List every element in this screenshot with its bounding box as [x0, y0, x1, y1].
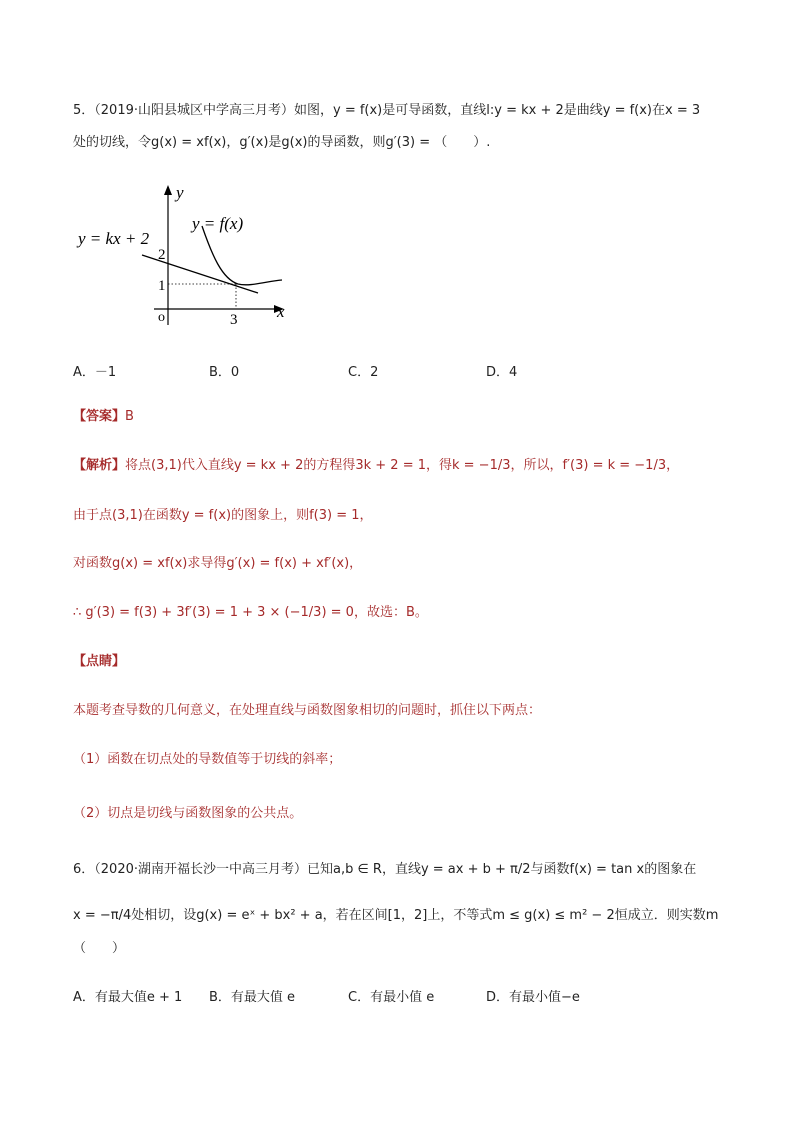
- label-x: x: [277, 302, 285, 321]
- analysis-text-1: 将点(3,1)代入直线y = kx + 2的方程得3k + 2 = 1，得k = −1/3，所以，f′(3) = k = −1/3，: [125, 458, 680, 473]
- q5-analysis-3: 对函数g(x) = xf(x)求导得g′(x) = f(x) + xf′(x)，: [73, 556, 363, 571]
- q5-stem-line2: 处的切线，令g(x) = xf(x)，g′(x)是g(x)的导函数，则g′(3) = （ ）.: [73, 135, 491, 150]
- q5-tips-2: （1）函数在切点处的导数值等于切线的斜率；: [73, 752, 342, 767]
- q5-tips-1: 本题考查导数的几何意义，在处理直线与函数图象相切的问题时，抓住以下两点：: [73, 703, 542, 718]
- q6-stem-line2: x = −π/4处相切，设g(x) = eˣ + bx² + a，若在区间[1，2]上，不等式m ≤ g(x) ≤ m² − 2恒成立．则实数m: [73, 908, 719, 923]
- q5-option-b: B．0: [209, 365, 240, 380]
- y-axis-arrow: [164, 185, 172, 195]
- q6-option-b: B．有最大值 e: [209, 990, 296, 1005]
- q5-tips-3: （2）切点是切线与函数图象的公共点。: [73, 806, 303, 821]
- q5-answer: [73, 408, 134, 426]
- analysis-tag: 【解析】: [73, 458, 126, 473]
- q5-option-c: C．2: [348, 365, 379, 380]
- label-curve: y = f(x): [192, 214, 244, 233]
- q5-analysis-1: [73, 457, 679, 475]
- q5-option-a: A．－1: [73, 365, 117, 380]
- q5-figure: [72, 183, 302, 333]
- q5-analysis-2: 由于点(3,1)在函数y = f(x)的图象上，则f(3) = 1，: [73, 508, 373, 523]
- answer-tag: 【答案】: [73, 409, 126, 424]
- tick-3: 3: [230, 312, 238, 328]
- answer-value: B: [125, 409, 134, 424]
- q6-option-c: C．有最小值 e: [348, 990, 435, 1005]
- q5-option-d: D．4: [486, 365, 518, 380]
- curve-fx: [202, 226, 282, 285]
- q5-tips-tag: 【点睛】: [73, 654, 126, 669]
- q6-option-d: D．有最小值−e: [486, 990, 580, 1005]
- q6-stem-line1: 6．（2020·湖南开福长沙一中高三月考）已知a,b ∈ R，直线y = ax + b + π/2与函数f(x) = tan x的图象在: [73, 862, 697, 877]
- origin: o: [158, 310, 165, 325]
- q5-analysis-4: ∴ g′(3) = f(3) + 3f′(3) = 1 + 3 × (−1/3) = 0，故选：B。: [73, 605, 428, 620]
- tick-1: 1: [158, 278, 166, 294]
- q5-stem-line1: 5．（2019·山阳县城区中学高三月考）如图，y = f(x)是可导函数，直线l:y = kx + 2是曲线y = f(x)在x = 3: [73, 103, 701, 118]
- q6-option-a: A．有最大值e + 1: [73, 990, 183, 1005]
- q6-stem-line3: （ ）: [73, 941, 126, 956]
- label-tangent: y = kx + 2: [78, 229, 150, 248]
- tick-2: 2: [158, 247, 166, 263]
- label-y: y: [176, 183, 184, 202]
